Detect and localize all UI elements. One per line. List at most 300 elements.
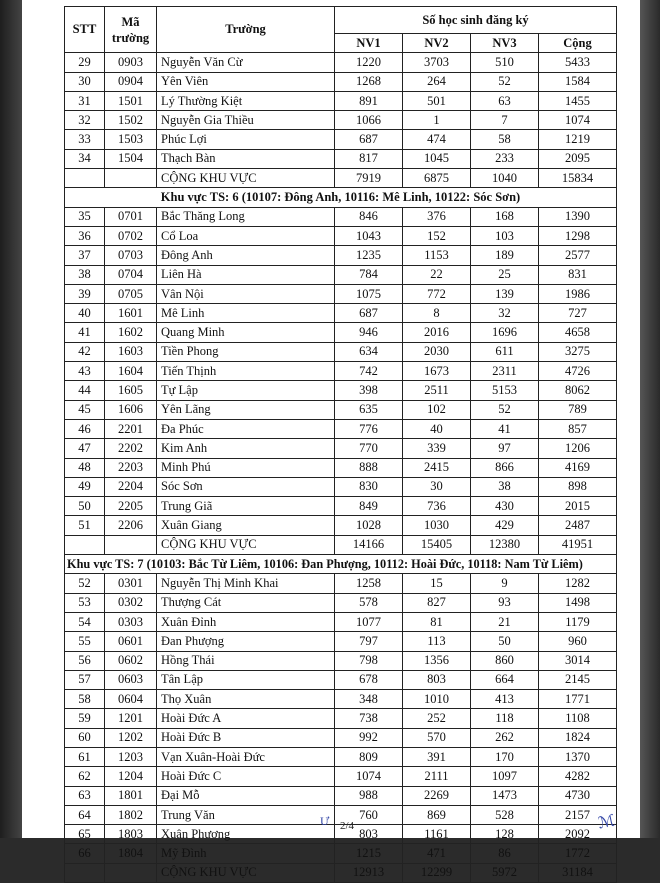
cell-nv2: 152 [403, 226, 471, 245]
cell-stt: 62 [65, 767, 105, 786]
total-label: CỘNG KHU VỰC [157, 169, 335, 188]
header-ma-truong: Mã trường [105, 7, 157, 53]
cell-nv3: 168 [471, 207, 539, 226]
total-nv2: 15405 [403, 535, 471, 554]
region-header-row [65, 188, 617, 207]
cell-cong: 2015 [539, 497, 617, 516]
table-row [65, 72, 617, 91]
cell-truong: Mê Linh [157, 304, 335, 323]
cell-stt: 60 [65, 728, 105, 747]
cell-truong: Mỹ Đình [157, 844, 335, 863]
cell-nv3: 103 [471, 226, 539, 245]
total-nv1: 14166 [335, 535, 403, 554]
cell-nv3: 413 [471, 690, 539, 709]
cell-stt: 29 [65, 53, 105, 72]
cell-ma-truong: 1802 [105, 805, 157, 824]
cell-nv1: 817 [335, 149, 403, 168]
cell-truong: Hoài Đức B [157, 728, 335, 747]
table-row [65, 458, 617, 477]
cell-cong: 1206 [539, 439, 617, 458]
cell-ma-truong: 0301 [105, 574, 157, 593]
region-header-row [65, 555, 617, 574]
cell-nv1: 678 [335, 670, 403, 689]
cell-ma-truong: 0604 [105, 690, 157, 709]
cell-nv3: 38 [471, 477, 539, 496]
table-row [65, 767, 617, 786]
cell-nv1: 888 [335, 458, 403, 477]
cell-truong: Nguyễn Văn Cừ [157, 53, 335, 72]
cell-stt: 65 [65, 825, 105, 844]
cell-ma-truong: 1601 [105, 304, 157, 323]
cell-nv2: 3703 [403, 53, 471, 72]
total-nv1: 7919 [335, 169, 403, 188]
cell-ma-truong: 1606 [105, 400, 157, 419]
cell-cong: 4169 [539, 458, 617, 477]
table-row [65, 130, 617, 149]
cell-nv2: 1356 [403, 651, 471, 670]
cell-nv3: 52 [471, 400, 539, 419]
cell-stt: 56 [65, 651, 105, 670]
cell-nv1: 634 [335, 342, 403, 361]
cell-nv1: 1268 [335, 72, 403, 91]
cell-nv3: 86 [471, 844, 539, 863]
cell-stt: 61 [65, 747, 105, 766]
total-cong: 41951 [539, 535, 617, 554]
cell-ma-truong: 1803 [105, 825, 157, 844]
cell-ma-truong: 2202 [105, 439, 157, 458]
table-row [65, 362, 617, 381]
cell-truong: Đại Mỗ [157, 786, 335, 805]
cell-stt: 30 [65, 72, 105, 91]
table-row [65, 53, 617, 72]
cell-truong: Trung Giã [157, 497, 335, 516]
cell-truong: Liên Hà [157, 265, 335, 284]
total-nv3: 5972 [471, 863, 539, 882]
cell-ma-truong: 2201 [105, 419, 157, 438]
cell-nv1: 798 [335, 651, 403, 670]
cell-nv2: 391 [403, 747, 471, 766]
cell-stt: 33 [65, 130, 105, 149]
cell-nv2: 339 [403, 439, 471, 458]
cell-cong: 4730 [539, 786, 617, 805]
cell-truong: Thượng Cát [157, 593, 335, 612]
total-row [65, 863, 617, 882]
cell-stt: 45 [65, 400, 105, 419]
cell-stt: 52 [65, 574, 105, 593]
cell-nv2: 1153 [403, 246, 471, 265]
cell-nv2: 2111 [403, 767, 471, 786]
header-truong: Trường [157, 7, 335, 53]
cell-nv3: 139 [471, 284, 539, 303]
table-row [65, 323, 617, 342]
table-row [65, 786, 617, 805]
cell-truong: Nguyễn Thị Minh Khai [157, 574, 335, 593]
cell-cong: 727 [539, 304, 617, 323]
total-cong: 15834 [539, 169, 617, 188]
cell-cong: 1772 [539, 844, 617, 863]
table-row [65, 670, 617, 689]
cell-cong: 1074 [539, 111, 617, 130]
cell-truong: Yên Lãng [157, 400, 335, 419]
cell-nv2: 1161 [403, 825, 471, 844]
cell-stt: 31 [65, 91, 105, 110]
cell-truong: Đa Phúc [157, 419, 335, 438]
cell-truong: Cổ Loa [157, 226, 335, 245]
table-row [65, 844, 617, 863]
cell-cong: 2145 [539, 670, 617, 689]
cell-nv3: 1473 [471, 786, 539, 805]
table-row [65, 91, 617, 110]
cell-nv1: 1235 [335, 246, 403, 265]
cell-stt: 57 [65, 670, 105, 689]
cell-nv1: 348 [335, 690, 403, 709]
table-row [65, 709, 617, 728]
cell-nv3: 9 [471, 574, 539, 593]
cell-stt: 58 [65, 690, 105, 709]
cell-nv2: 1673 [403, 362, 471, 381]
cell-truong: Sóc Sơn [157, 477, 335, 496]
cell-cong: 1498 [539, 593, 617, 612]
cell-nv1: 687 [335, 304, 403, 323]
cell-stt: 47 [65, 439, 105, 458]
cell-truong: Kim Anh [157, 439, 335, 458]
cell-nv2: 2511 [403, 381, 471, 400]
cell-nv1: 830 [335, 477, 403, 496]
cell-empty [105, 863, 157, 882]
cell-nv1: 891 [335, 91, 403, 110]
cell-stt: 46 [65, 419, 105, 438]
cell-nv2: 2016 [403, 323, 471, 342]
cell-nv2: 1010 [403, 690, 471, 709]
total-nv2: 6875 [403, 169, 471, 188]
cell-nv1: 760 [335, 805, 403, 824]
cell-stt: 48 [65, 458, 105, 477]
cell-nv1: 578 [335, 593, 403, 612]
cell-ma-truong: 0303 [105, 612, 157, 631]
cell-stt: 42 [65, 342, 105, 361]
cell-cong: 1370 [539, 747, 617, 766]
total-nv3: 12380 [471, 535, 539, 554]
cell-nv1: 797 [335, 632, 403, 651]
table-row [65, 477, 617, 496]
total-nv3: 1040 [471, 169, 539, 188]
cell-ma-truong: 2203 [105, 458, 157, 477]
table-row [65, 226, 617, 245]
cell-truong: Yên Viên [157, 72, 335, 91]
cell-ma-truong: 1204 [105, 767, 157, 786]
cell-stt: 51 [65, 516, 105, 535]
cell-ma-truong: 1203 [105, 747, 157, 766]
cell-stt: 49 [65, 477, 105, 496]
table-row [65, 516, 617, 535]
cell-nv2: 1 [403, 111, 471, 130]
cell-cong: 1455 [539, 91, 617, 110]
cell-stt: 50 [65, 497, 105, 516]
cell-nv3: 430 [471, 497, 539, 516]
table-row [65, 265, 617, 284]
cell-truong: Lý Thường Kiệt [157, 91, 335, 110]
cell-ma-truong: 0701 [105, 207, 157, 226]
cell-cong: 898 [539, 477, 617, 496]
cell-nv3: 429 [471, 516, 539, 535]
cell-nv2: 8 [403, 304, 471, 323]
cell-stt: 43 [65, 362, 105, 381]
cell-nv3: 41 [471, 419, 539, 438]
cell-cong: 1219 [539, 130, 617, 149]
cell-cong: 1108 [539, 709, 617, 728]
cell-truong: Xuân Giang [157, 516, 335, 535]
cell-nv2: 772 [403, 284, 471, 303]
table-row [65, 728, 617, 747]
cell-nv3: 664 [471, 670, 539, 689]
cell-nv1: 738 [335, 709, 403, 728]
cell-cong: 1584 [539, 72, 617, 91]
cell-stt: 39 [65, 284, 105, 303]
cell-cong: 831 [539, 265, 617, 284]
table-row [65, 111, 617, 130]
cell-nv1: 992 [335, 728, 403, 747]
cell-nv1: 1075 [335, 284, 403, 303]
table-row [65, 400, 617, 419]
cell-cong: 1282 [539, 574, 617, 593]
total-nv1: 12913 [335, 863, 403, 882]
cell-nv2: 2030 [403, 342, 471, 361]
cell-cong: 3014 [539, 651, 617, 670]
cell-nv3: 32 [471, 304, 539, 323]
cell-truong: Thạch Bàn [157, 149, 335, 168]
cell-cong: 5433 [539, 53, 617, 72]
table-row [65, 497, 617, 516]
cell-stt: 38 [65, 265, 105, 284]
table-row [65, 690, 617, 709]
cell-stt: 32 [65, 111, 105, 130]
table-row [65, 284, 617, 303]
cell-truong: Đan Phượng [157, 632, 335, 651]
cell-nv3: 21 [471, 612, 539, 631]
cell-ma-truong: 2205 [105, 497, 157, 516]
cell-truong: Quang Minh [157, 323, 335, 342]
cell-nv1: 988 [335, 786, 403, 805]
cell-nv3: 510 [471, 53, 539, 72]
cell-truong: Trung Văn [157, 805, 335, 824]
table-body [65, 53, 617, 883]
cell-nv2: 501 [403, 91, 471, 110]
total-row [65, 169, 617, 188]
cell-nv1: 809 [335, 747, 403, 766]
cell-cong: 2092 [539, 825, 617, 844]
table-row [65, 304, 617, 323]
cell-nv3: 58 [471, 130, 539, 149]
cell-cong: 1824 [539, 728, 617, 747]
cell-nv2: 2269 [403, 786, 471, 805]
cell-nv2: 869 [403, 805, 471, 824]
cell-stt: 36 [65, 226, 105, 245]
cell-empty [105, 169, 157, 188]
cell-nv3: 5153 [471, 381, 539, 400]
header-nv2: NV2 [403, 34, 471, 53]
total-cong: 31184 [539, 863, 617, 882]
cell-truong: Vân Nội [157, 284, 335, 303]
cell-ma-truong: 1604 [105, 362, 157, 381]
cell-nv2: 471 [403, 844, 471, 863]
cell-truong: Tự Lập [157, 381, 335, 400]
cell-nv2: 113 [403, 632, 471, 651]
cell-cong: 857 [539, 419, 617, 438]
cell-stt: 54 [65, 612, 105, 631]
cell-nv2: 376 [403, 207, 471, 226]
cell-nv3: 52 [471, 72, 539, 91]
cell-truong: Hoài Đức C [157, 767, 335, 786]
table-row [65, 342, 617, 361]
cell-nv1: 776 [335, 419, 403, 438]
table-row [65, 593, 617, 612]
cell-nv2: 40 [403, 419, 471, 438]
total-label: CỘNG KHU VỰC [157, 863, 335, 882]
cell-truong: Xuân Phương [157, 825, 335, 844]
cell-ma-truong: 1603 [105, 342, 157, 361]
cell-nv1: 784 [335, 265, 403, 284]
cell-ma-truong: 0702 [105, 226, 157, 245]
total-nv2: 12299 [403, 863, 471, 882]
cell-empty [105, 535, 157, 554]
cell-nv3: 118 [471, 709, 539, 728]
cell-empty [65, 535, 105, 554]
cell-stt: 34 [65, 149, 105, 168]
table-row [65, 381, 617, 400]
cell-cong: 789 [539, 400, 617, 419]
cell-nv3: 2311 [471, 362, 539, 381]
table-row [65, 612, 617, 631]
cell-nv2: 264 [403, 72, 471, 91]
header-so-hoc-sinh: Số học sinh đăng ký [335, 7, 617, 34]
cell-ma-truong: 0904 [105, 72, 157, 91]
cell-cong: 2487 [539, 516, 617, 535]
cell-ma-truong: 1801 [105, 786, 157, 805]
cell-nv3: 233 [471, 149, 539, 168]
cell-ma-truong: 1501 [105, 91, 157, 110]
cell-truong: Hồng Thái [157, 651, 335, 670]
cell-nv1: 1066 [335, 111, 403, 130]
cell-ma-truong: 0601 [105, 632, 157, 651]
total-label: CỘNG KHU VỰC [157, 535, 335, 554]
table-row [65, 246, 617, 265]
cell-empty [65, 863, 105, 882]
cell-nv3: 528 [471, 805, 539, 824]
header-cong: Cộng [539, 34, 617, 53]
cell-nv1: 1028 [335, 516, 403, 535]
cell-nv3: 63 [471, 91, 539, 110]
cell-truong: Đông Anh [157, 246, 335, 265]
cell-cong: 3275 [539, 342, 617, 361]
table-row [65, 207, 617, 226]
cell-nv2: 736 [403, 497, 471, 516]
cell-cong: 2577 [539, 246, 617, 265]
table-row [65, 574, 617, 593]
cell-nv2: 15 [403, 574, 471, 593]
cell-nv1: 846 [335, 207, 403, 226]
cell-stt: 59 [65, 709, 105, 728]
region-title: Khu vực TS: 6 (10107: Đông Anh, 10116: Mê Linh, 10122: Sóc Sơn) [65, 188, 617, 207]
registration-table [64, 6, 617, 883]
cell-nv1: 398 [335, 381, 403, 400]
cell-ma-truong: 1502 [105, 111, 157, 130]
cell-ma-truong: 1605 [105, 381, 157, 400]
header-nv1: NV1 [335, 34, 403, 53]
cell-cong: 1390 [539, 207, 617, 226]
cell-nv2: 81 [403, 612, 471, 631]
cell-stt: 55 [65, 632, 105, 651]
cell-nv3: 50 [471, 632, 539, 651]
table-row [65, 747, 617, 766]
cell-cong: 2095 [539, 149, 617, 168]
cell-truong: Tiền Phong [157, 342, 335, 361]
cell-ma-truong: 1602 [105, 323, 157, 342]
table-row [65, 651, 617, 670]
header-nv3: NV3 [471, 34, 539, 53]
cell-nv1: 687 [335, 130, 403, 149]
cell-truong: Vạn Xuân-Hoài Đức [157, 747, 335, 766]
cell-ma-truong: 0302 [105, 593, 157, 612]
cell-truong: Minh Phú [157, 458, 335, 477]
signature-mark: ℳ [596, 812, 617, 833]
table-row [65, 419, 617, 438]
cell-cong: 1771 [539, 690, 617, 709]
cell-truong: Thọ Xuân [157, 690, 335, 709]
cell-nv2: 570 [403, 728, 471, 747]
cell-nv1: 1258 [335, 574, 403, 593]
cell-nv3: 860 [471, 651, 539, 670]
cell-nv3: 7 [471, 111, 539, 130]
cell-nv2: 827 [403, 593, 471, 612]
cell-truong: Tân Lập [157, 670, 335, 689]
cell-nv2: 2415 [403, 458, 471, 477]
cell-cong: 1179 [539, 612, 617, 631]
cell-cong: 4726 [539, 362, 617, 381]
total-row [65, 535, 617, 554]
scan-edge-left [0, 0, 22, 838]
cell-nv1: 1215 [335, 844, 403, 863]
cell-stt: 66 [65, 844, 105, 863]
cell-ma-truong: 1504 [105, 149, 157, 168]
cell-stt: 41 [65, 323, 105, 342]
cell-nv3: 93 [471, 593, 539, 612]
cell-ma-truong: 0703 [105, 246, 157, 265]
cell-nv3: 1696 [471, 323, 539, 342]
cell-nv1: 742 [335, 362, 403, 381]
cell-nv3: 25 [471, 265, 539, 284]
cell-nv2: 803 [403, 670, 471, 689]
cell-nv1: 1043 [335, 226, 403, 245]
cell-nv1: 1074 [335, 767, 403, 786]
initial-mark: Ư [320, 814, 330, 828]
cell-nv3: 611 [471, 342, 539, 361]
cell-cong: 1986 [539, 284, 617, 303]
cell-nv3: 262 [471, 728, 539, 747]
cell-nv1: 1220 [335, 53, 403, 72]
cell-truong: Hoài Đức A [157, 709, 335, 728]
cell-stt: 64 [65, 805, 105, 824]
cell-ma-truong: 0603 [105, 670, 157, 689]
cell-stt: 63 [65, 786, 105, 805]
cell-ma-truong: 1503 [105, 130, 157, 149]
cell-stt: 53 [65, 593, 105, 612]
cell-nv1: 770 [335, 439, 403, 458]
table-row [65, 439, 617, 458]
cell-nv1: 946 [335, 323, 403, 342]
cell-cong: 4658 [539, 323, 617, 342]
cell-ma-truong: 2206 [105, 516, 157, 535]
cell-ma-truong: 0705 [105, 284, 157, 303]
